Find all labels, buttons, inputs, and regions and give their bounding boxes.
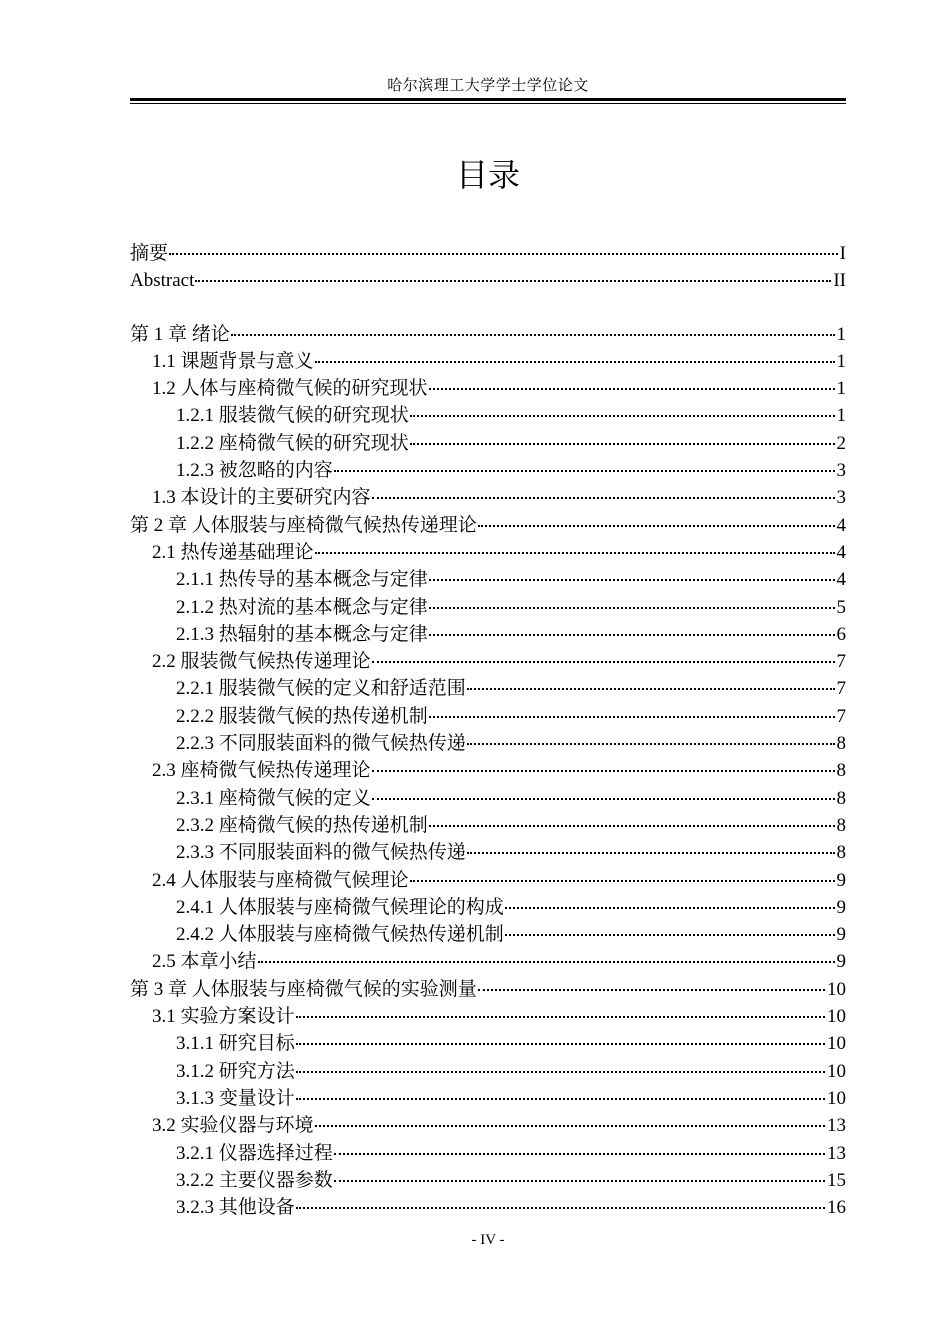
toc-entry-page: 1 xyxy=(836,350,846,372)
toc-entry-page: 10 xyxy=(827,978,846,1000)
toc-dot-leader xyxy=(296,1205,825,1209)
toc-entry-page: 1 xyxy=(836,323,846,345)
toc-entry-label: 2.2.2 服装微气候的热传递机制 xyxy=(176,705,428,727)
toc-entry[interactable] xyxy=(130,839,846,866)
toc-entry-page: 8 xyxy=(836,814,846,836)
toc-entry-label: 3.1.2 研究方法 xyxy=(176,1060,295,1082)
toc-entry[interactable] xyxy=(130,1003,846,1030)
toc-dot-leader xyxy=(372,768,835,772)
toc-entry-page: 7 xyxy=(836,705,846,727)
toc-entry-label: 2.5 本章小结 xyxy=(152,951,257,973)
toc-dot-leader xyxy=(410,878,835,882)
toc-dot-leader xyxy=(296,1069,825,1073)
table-of-contents xyxy=(130,240,846,1221)
toc-entry-page: 7 xyxy=(836,678,846,700)
toc-entry[interactable] xyxy=(130,621,846,648)
toc-entry[interactable] xyxy=(130,375,846,402)
toc-entry-page: 10 xyxy=(827,1033,846,1055)
toc-entry-page: 8 xyxy=(836,760,846,782)
toc-entry-label: 2.2.1 服装微气候的定义和舒适范围 xyxy=(176,678,466,700)
toc-dot-leader xyxy=(372,495,835,499)
toc-dot-leader xyxy=(429,605,835,609)
toc-entry[interactable] xyxy=(130,785,846,812)
toc-entry[interactable] xyxy=(130,512,846,539)
toc-dot-leader xyxy=(429,577,835,581)
toc-dot-leader xyxy=(334,1178,825,1182)
toc-entry[interactable] xyxy=(130,240,846,267)
toc-entry-page: 13 xyxy=(827,1115,846,1137)
toc-entry-label: 1.2.2 座椅微气候的研究现状 xyxy=(176,432,409,454)
toc-entry-page: 4 xyxy=(836,569,846,591)
toc-entry-label: 2.1.1 热传导的基本概念与定律 xyxy=(176,569,428,591)
toc-entry-page: 1 xyxy=(836,405,846,427)
toc-entry-page: 10 xyxy=(827,1060,846,1082)
toc-entry-label: 2.4.1 人体服装与座椅微气候理论的构成 xyxy=(176,896,504,918)
toc-dot-leader xyxy=(315,550,835,554)
toc-entry[interactable] xyxy=(130,1030,846,1057)
toc-entry-label: 3.2.1 仪器选择过程 xyxy=(176,1142,333,1164)
toc-dot-leader xyxy=(372,796,835,800)
toc-entry[interactable] xyxy=(130,321,846,348)
running-header: 哈尔滨理工大学学士学位论文 xyxy=(387,78,589,94)
toc-dot-leader xyxy=(429,714,835,718)
toc-entry[interactable] xyxy=(130,812,846,839)
toc-entry[interactable] xyxy=(130,484,846,511)
toc-dot-leader xyxy=(410,441,835,445)
toc-entry-page: 7 xyxy=(836,651,846,673)
toc-entry-label: Abstract xyxy=(130,270,195,292)
toc-dot-leader xyxy=(467,850,835,854)
toc-entry-label: 摘要 xyxy=(130,243,169,264)
toc-entry-label: 2.3.2 座椅微气候的热传递机制 xyxy=(176,814,428,836)
toc-entry-label: 1.2.3 被忽略的内容 xyxy=(176,460,333,482)
toc-entry-page: 2 xyxy=(836,432,846,454)
toc-dot-leader xyxy=(478,523,835,527)
toc-entry-label: 1.2.1 服装微气候的研究现状 xyxy=(176,405,409,427)
toc-entry[interactable] xyxy=(130,566,846,593)
toc-entry-label: 1.3 本设计的主要研究内容 xyxy=(152,487,371,509)
toc-entry[interactable] xyxy=(130,675,846,702)
toc-entry-page: 9 xyxy=(836,896,846,918)
toc-entry-label: 2.3.3 不同服装面料的微气候热传递 xyxy=(176,842,466,864)
toc-entry-label: 1.2 人体与座椅微气候的研究现状 xyxy=(152,378,428,400)
toc-dot-leader xyxy=(296,1096,825,1100)
page-number-footer: - IV - xyxy=(471,1232,505,1248)
toc-entry-page: 1 xyxy=(836,378,846,400)
toc-entry-label: 3.1 实验方案设计 xyxy=(152,1006,295,1028)
toc-entry[interactable] xyxy=(130,594,846,621)
toc-dot-leader xyxy=(372,659,835,663)
toc-entry-page: II xyxy=(833,270,846,292)
toc-entry[interactable] xyxy=(130,348,846,375)
toc-dot-leader xyxy=(169,251,838,255)
toc-entry-page: 10 xyxy=(827,1087,846,1109)
toc-dot-leader xyxy=(195,278,831,282)
toc-entry-page: 10 xyxy=(827,1006,846,1028)
toc-dot-leader xyxy=(296,1041,825,1045)
toc-entry-page: 8 xyxy=(836,733,846,755)
toc-entry-page: 6 xyxy=(836,623,846,645)
toc-entry-label: 3.2.2 主要仪器参数 xyxy=(176,1169,333,1191)
toc-entry-label: 3.2 实验仪器与环境 xyxy=(152,1115,314,1137)
toc-entry[interactable] xyxy=(130,867,846,894)
page-title: 目录 xyxy=(455,156,520,194)
toc-entry-page: 8 xyxy=(836,842,846,864)
toc-entry-label: 2.3 座椅微气候热传递理论 xyxy=(152,760,371,782)
toc-entry-label: 2.2.3 不同服装面料的微气候热传递 xyxy=(176,733,466,755)
toc-entry[interactable] xyxy=(130,648,846,675)
toc-entry[interactable] xyxy=(130,703,846,730)
toc-entry-label: 3.2.3 其他设备 xyxy=(176,1197,295,1219)
toc-entry[interactable] xyxy=(130,1167,846,1194)
toc-entry[interactable] xyxy=(130,1140,846,1167)
toc-entry[interactable] xyxy=(130,539,846,566)
toc-entry-label: 2.1 热传递基础理论 xyxy=(152,541,314,563)
toc-entry-page: 3 xyxy=(836,460,846,482)
toc-dot-leader xyxy=(505,932,835,936)
toc-dot-leader xyxy=(258,959,835,963)
toc-entry-page: 9 xyxy=(836,951,846,973)
toc-dot-leader xyxy=(429,386,835,390)
toc-entry[interactable] xyxy=(130,402,846,429)
toc-entry-page: 16 xyxy=(827,1197,846,1219)
toc-entry-page: I xyxy=(839,243,846,264)
toc-entry-label: 2.1.3 热辐射的基本概念与定律 xyxy=(176,623,428,645)
toc-entry[interactable] xyxy=(130,1194,846,1221)
toc-entry[interactable] xyxy=(130,430,846,457)
toc-dot-leader xyxy=(429,823,835,827)
toc-entry[interactable] xyxy=(130,921,846,948)
toc-entry[interactable] xyxy=(130,1058,846,1085)
toc-entry-label: 第 3 章 人体服装与座椅微气候的实验测量 xyxy=(130,978,477,1000)
toc-entry-label: 2.3.1 座椅微气候的定义 xyxy=(176,787,371,809)
toc-entry-label: 2.4 人体服装与座椅微气候理论 xyxy=(152,869,409,891)
toc-entry-page: 15 xyxy=(827,1169,846,1191)
toc-dot-leader xyxy=(315,1123,825,1127)
toc-entry-label: 第 1 章 绪论 xyxy=(130,323,230,345)
toc-entry-page: 4 xyxy=(836,541,846,563)
toc-entry-label: 第 2 章 人体服装与座椅微气候热传递理论 xyxy=(130,514,477,536)
toc-dot-leader xyxy=(296,1014,825,1018)
toc-entry-page: 3 xyxy=(836,487,846,509)
toc-entry[interactable] xyxy=(130,976,846,1003)
toc-entry[interactable] xyxy=(130,1112,846,1139)
toc-entry-page: 8 xyxy=(836,787,846,809)
toc-dot-leader xyxy=(334,1151,825,1155)
toc-entry[interactable] xyxy=(130,1085,846,1112)
toc-dot-leader xyxy=(429,632,835,636)
toc-entry[interactable] xyxy=(130,894,846,921)
toc-entry-page: 4 xyxy=(836,514,846,536)
toc-entry-label: 2.2 服装微气候热传递理论 xyxy=(152,651,371,673)
toc-dot-leader xyxy=(467,686,835,690)
toc-entry-page: 9 xyxy=(836,924,846,946)
header-rule-thick xyxy=(130,98,846,101)
header-rule-thin xyxy=(130,103,846,104)
toc-entry-label: 3.1.3 变量设计 xyxy=(176,1087,295,1109)
toc-dot-leader xyxy=(231,332,835,336)
toc-entry-label: 2.4.2 人体服装与座椅微气候热传递机制 xyxy=(176,924,504,946)
toc-dot-leader xyxy=(478,987,825,991)
toc-dot-leader xyxy=(505,905,835,909)
toc-dot-leader xyxy=(410,413,835,417)
toc-entry[interactable] xyxy=(130,730,846,757)
toc-entry-page: 13 xyxy=(827,1142,846,1164)
toc-entry[interactable] xyxy=(130,457,846,484)
toc-entry-label: 2.1.2 热对流的基本概念与定律 xyxy=(176,596,428,618)
toc-entry[interactable] xyxy=(130,948,846,975)
toc-dot-leader xyxy=(467,741,835,745)
toc-entry-label: 3.1.1 研究目标 xyxy=(176,1033,295,1055)
toc-dot-leader xyxy=(334,468,835,472)
toc-entry-page: 9 xyxy=(836,869,846,891)
toc-entry-label: 1.1 课题背景与意义 xyxy=(152,350,314,372)
toc-dot-leader xyxy=(315,359,835,363)
toc-entry[interactable] xyxy=(130,757,846,784)
toc-entry[interactable] xyxy=(130,267,846,294)
toc-entry-page: 5 xyxy=(836,596,846,618)
